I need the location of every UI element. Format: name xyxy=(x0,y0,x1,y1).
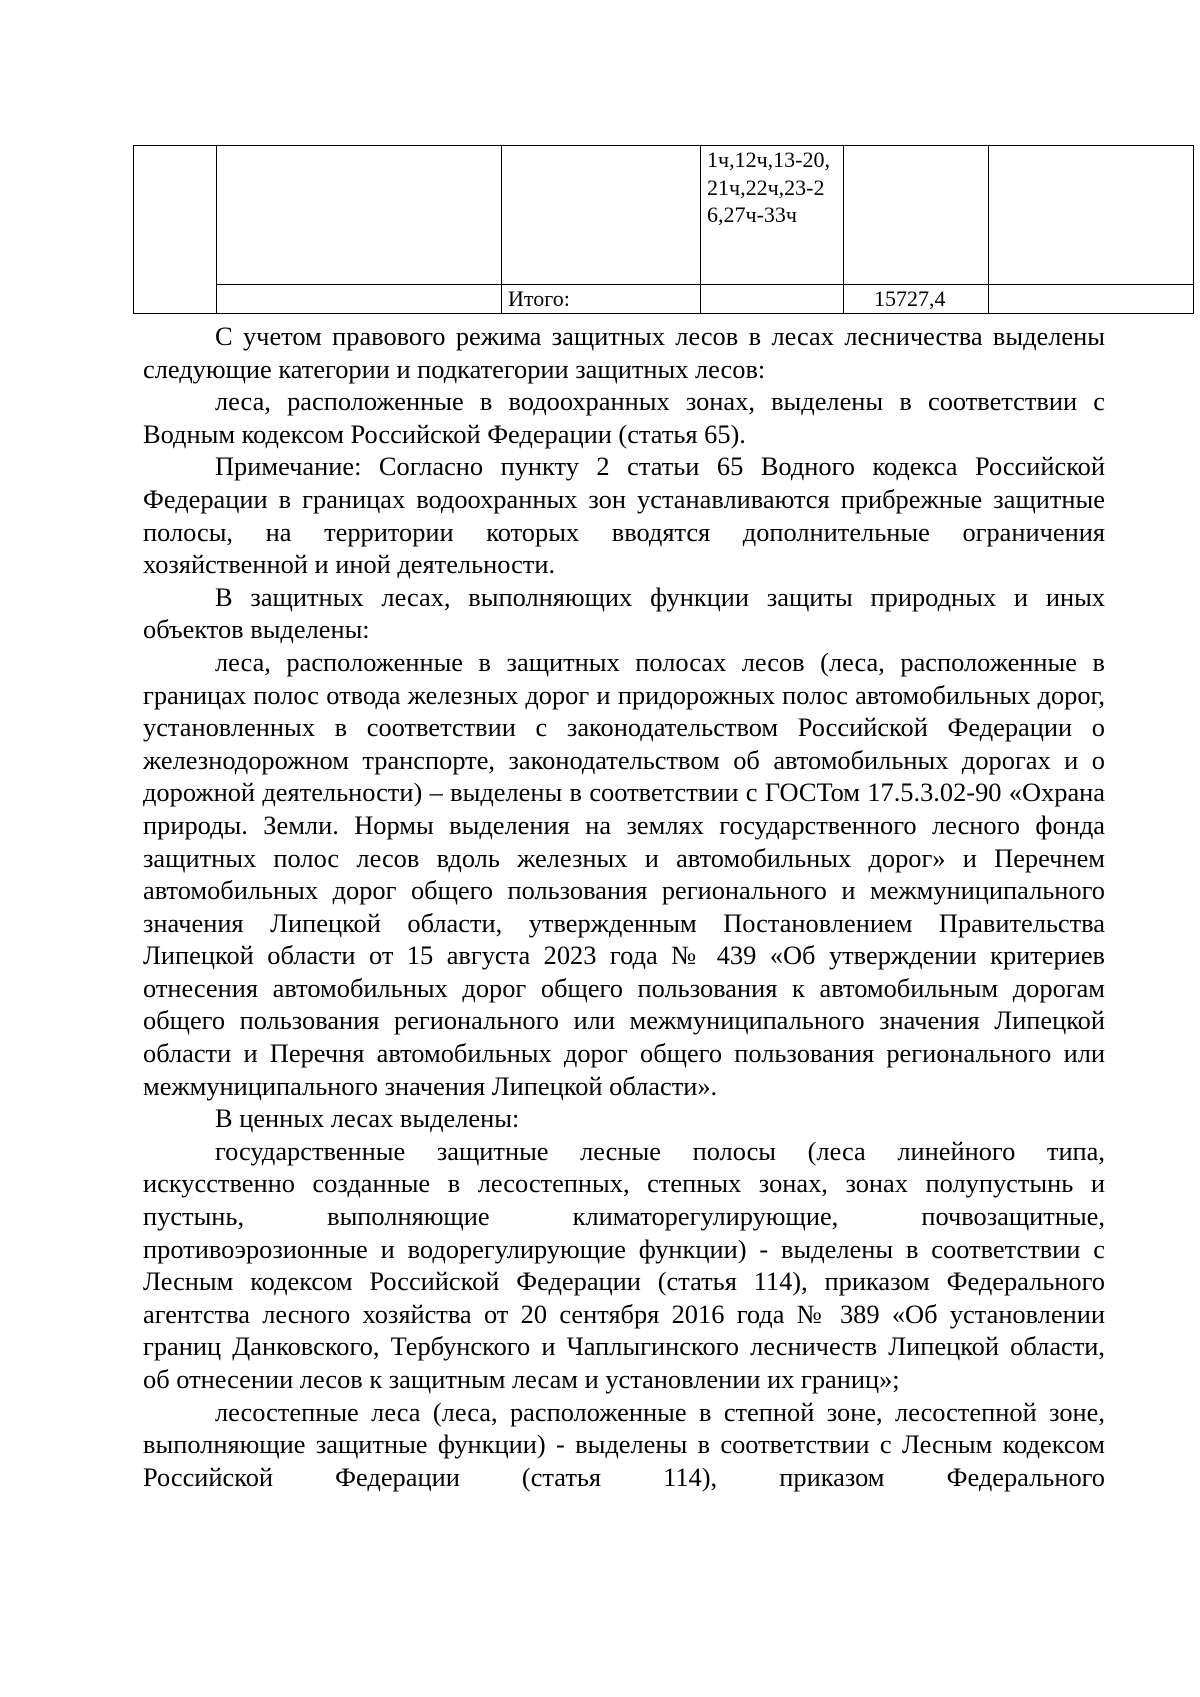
paragraph-road-strips: леса, расположенные в защитных полосах лесов (леса, расположенные в границах полос отвода железных дорог и придорожных полос автомобильных дорог, установленных в соответствии с законодательством Российской Федерации о железнодорожном транспорте, законодательством об автомобильных дорогах и о дорожной деятельности) – выделены в соответствии с ГОСТом 17.5.3.02-90 «Охрана природы. Земли. Нормы выделения на землях государственного лесного фонда защитных полос лесов вдоль железных и автомобильных дорог» и Перечнем автомобильных дорог общего пользования регионального и межмуниципального значения Липецкой области, утвержденным Постановлением Правительства Липецкой области от 15 августа 2023 года № 439 «Об утверждении критериев отнесения автомобильных дорог общего пользования к автомобильным дорогам общего пользования регионального или межмуниципального значения Липецкой области и Перечня автомобильных дорог общего пользования регионального или межмуниципального значения Липецкой области». xyxy=(143,646,1105,1101)
quarters-text: 1ч,12ч,13-20,21ч,22ч,23-26,27ч-33ч xyxy=(707,147,830,227)
paragraph-categories-intro: С учетом правового режима защитных лесов в лесах лесничества выделены следующие категории и подкатегории защитных лесов: xyxy=(143,321,1105,384)
table-cell xyxy=(844,146,989,285)
paragraph-protective-forests-intro: В защитных лесах, выполняющих функции защиты природных и иных объектов выделены: xyxy=(143,581,1105,645)
table-cell xyxy=(217,285,502,314)
table-cell xyxy=(989,146,1194,285)
total-label-cell xyxy=(502,285,701,314)
forest-table xyxy=(133,145,1115,314)
paragraph-note: Примечание: Согласно пункту 2 статьи 65 Водного кодекса Российской Федерации в границах водоохранных зон устанавливаются прибрежные защитные полосы, на территории которых вводятся дополнительные ограничения хозяйственной и иной деятельности. xyxy=(143,451,1105,580)
table-cell-quarters xyxy=(701,146,844,285)
table-cell xyxy=(989,285,1194,314)
document-body xyxy=(143,320,1105,1493)
total-value: 15727,4 xyxy=(874,286,946,311)
total-label: Итого: xyxy=(508,286,570,311)
paragraph-state-forest-strips: государственные защитные лесные полосы (леса линейного типа, искусственно созданные в лесостепных, степных зонах, зонах полупустынь и пустынь, выполняющие климаторегулирующие, почвозащитные, противоэрозионные и водорегулирующие функции) - выделены в соответствии с Лесным кодексом Российской Федерации (статья 114), приказом Федерального агентства лесного хозяйства от 20 сентября 2016 года № 389 «Об установлении границ Данковского, Тербунского и Чаплыгинского лесничеств Липецкой области, об отнесении лесов к защитным лесам и установлении их границ»; xyxy=(143,1135,1105,1394)
paragraph-forest-steppe: лесостепные леса (леса, расположенные в степной зоне, лесостепной зоне, выполняющие защитные функции) - выделены в соответствии с Лесным кодексом Российской Федерации (статья 114), приказом Федерального xyxy=(143,1396,1105,1492)
table-cell xyxy=(502,146,701,285)
table-row xyxy=(134,146,1194,285)
paragraph-water-zones: леса, расположенные в водоохранных зонах, выделены в соответствии с Водным кодексом Российской Федерации (статья 65). xyxy=(143,386,1105,449)
table-cell xyxy=(701,285,844,314)
paragraph-valuable-forests-intro: В ценных лесах выделены: xyxy=(215,1103,520,1134)
table-cell xyxy=(217,146,502,285)
total-value-cell xyxy=(844,285,989,314)
table xyxy=(133,145,1194,314)
table-row-total xyxy=(134,285,1194,314)
table-cell xyxy=(134,146,217,314)
